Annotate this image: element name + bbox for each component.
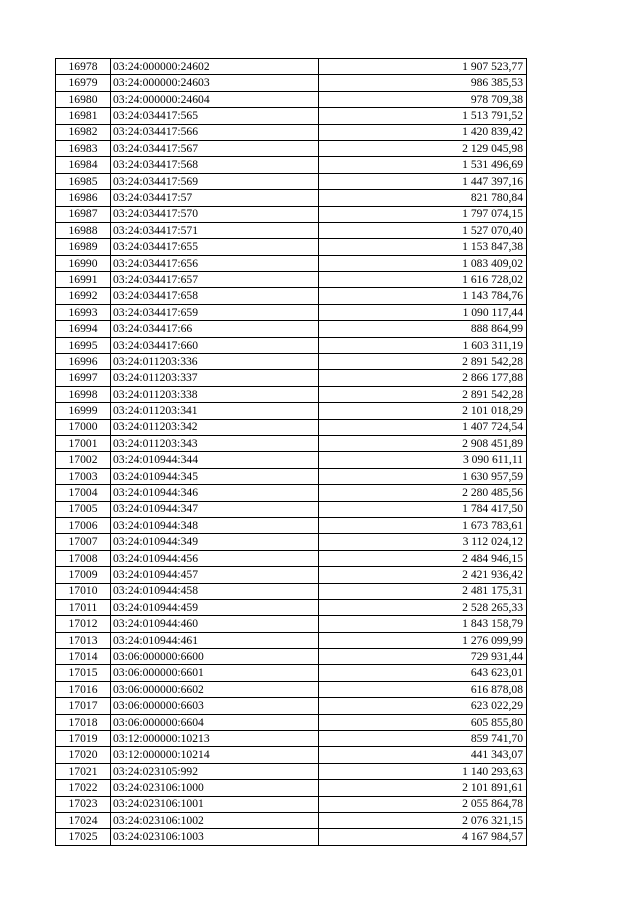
cadastral-number-cell: 03:24:034417:566: [111, 124, 319, 140]
value-cell: 1 784 417,50: [319, 501, 527, 517]
value-cell: 1 140 293,63: [319, 763, 527, 779]
value-cell: 2 528 265,33: [319, 599, 527, 615]
cadastral-number-cell: 03:24:010944:347: [111, 501, 319, 517]
value-cell: 2 484 946,15: [319, 550, 527, 566]
table-body: [56, 59, 527, 846]
table-row: [56, 599, 527, 615]
table-row: [56, 731, 527, 747]
row-number-cell: 17021: [56, 763, 111, 779]
table-row: [56, 747, 527, 763]
cadastral-number-cell: 03:24:000000:24604: [111, 91, 319, 107]
cadastral-number-cell: 03:24:034417:57: [111, 190, 319, 206]
cadastral-number-cell: 03:24:034417:660: [111, 337, 319, 353]
row-number-cell: 16989: [56, 239, 111, 255]
value-cell: 1 797 074,15: [319, 206, 527, 222]
value-cell: 1 531 496,69: [319, 157, 527, 173]
cadastral-number-cell: 03:24:010944:459: [111, 599, 319, 615]
row-number-cell: 17013: [56, 632, 111, 648]
table-row: [56, 665, 527, 681]
row-number-cell: 17015: [56, 665, 111, 681]
row-number-cell: 16984: [56, 157, 111, 173]
value-cell: 2 076 321,15: [319, 812, 527, 828]
value-cell: 1 616 728,02: [319, 272, 527, 288]
cadastral-number-cell: 03:12:000000:10214: [111, 747, 319, 763]
cadastral-number-cell: 03:24:034417:569: [111, 173, 319, 189]
value-cell: 2 908 451,89: [319, 435, 527, 451]
cadastral-number-cell: 03:24:011203:337: [111, 370, 319, 386]
cadastral-number-cell: 03:06:000000:6602: [111, 681, 319, 697]
row-number-cell: 16982: [56, 124, 111, 140]
table-row: [56, 435, 527, 451]
value-cell: 1 276 099,99: [319, 632, 527, 648]
cadastral-number-cell: 03:24:010944:456: [111, 550, 319, 566]
cadastral-number-cell: 03:24:010944:344: [111, 452, 319, 468]
table-row: [56, 304, 527, 320]
table-row: [56, 501, 527, 517]
cadastral-number-cell: 03:06:000000:6601: [111, 665, 319, 681]
value-cell: 616 878,08: [319, 681, 527, 697]
cadastral-number-cell: 03:24:034417:659: [111, 304, 319, 320]
cadastral-value-table: [55, 58, 527, 846]
row-number-cell: 17014: [56, 649, 111, 665]
row-number-cell: 17002: [56, 452, 111, 468]
value-cell: 1 083 409,02: [319, 255, 527, 271]
value-cell: 1 143 784,76: [319, 288, 527, 304]
cadastral-number-cell: 03:06:000000:6600: [111, 649, 319, 665]
value-cell: 441 343,07: [319, 747, 527, 763]
row-number-cell: 17008: [56, 550, 111, 566]
table-row: [56, 75, 527, 91]
cadastral-number-cell: 03:24:010944:345: [111, 468, 319, 484]
table-row: [56, 108, 527, 124]
table-row: [56, 780, 527, 796]
row-number-cell: 17010: [56, 583, 111, 599]
table-row: [56, 419, 527, 435]
value-cell: 821 780,84: [319, 190, 527, 206]
cadastral-number-cell: 03:06:000000:6603: [111, 698, 319, 714]
value-cell: 1 153 847,38: [319, 239, 527, 255]
table-row: [56, 632, 527, 648]
row-number-cell: 16987: [56, 206, 111, 222]
cadastral-number-cell: 03:12:000000:10213: [111, 731, 319, 747]
table-row: [56, 59, 527, 75]
value-cell: 888 864,99: [319, 321, 527, 337]
row-number-cell: 16986: [56, 190, 111, 206]
row-number-cell: 17025: [56, 829, 111, 845]
row-number-cell: 16994: [56, 321, 111, 337]
table-row: [56, 173, 527, 189]
value-cell: 1 843 158,79: [319, 616, 527, 632]
table-row: [56, 452, 527, 468]
table-row: [56, 649, 527, 665]
row-number-cell: 17004: [56, 485, 111, 501]
row-number-cell: 16998: [56, 386, 111, 402]
row-number-cell: 17012: [56, 616, 111, 632]
table-row: [56, 239, 527, 255]
cadastral-number-cell: 03:24:011203:343: [111, 435, 319, 451]
value-cell: 859 741,70: [319, 731, 527, 747]
cadastral-number-cell: 03:24:034417:66: [111, 321, 319, 337]
row-number-cell: 17000: [56, 419, 111, 435]
value-cell: 3 112 024,12: [319, 534, 527, 550]
cadastral-number-cell: 03:24:010944:346: [111, 485, 319, 501]
row-number-cell: 17023: [56, 796, 111, 812]
table-row: [56, 812, 527, 828]
row-number-cell: 17001: [56, 435, 111, 451]
row-number-cell: 16981: [56, 108, 111, 124]
row-number-cell: 17022: [56, 780, 111, 796]
row-number-cell: 16988: [56, 222, 111, 238]
value-cell: 1 407 724,54: [319, 419, 527, 435]
row-number-cell: 16995: [56, 337, 111, 353]
table-row: [56, 796, 527, 812]
cadastral-number-cell: 03:24:000000:24603: [111, 75, 319, 91]
cadastral-number-cell: 03:24:010944:348: [111, 517, 319, 533]
cadastral-number-cell: 03:24:011203:342: [111, 419, 319, 435]
table-row: [56, 763, 527, 779]
table-row: [56, 698, 527, 714]
value-cell: 2 101 891,61: [319, 780, 527, 796]
cadastral-number-cell: 03:24:034417:571: [111, 222, 319, 238]
value-cell: 2 101 018,29: [319, 403, 527, 419]
value-cell: 1 907 523,77: [319, 59, 527, 75]
row-number-cell: 17006: [56, 517, 111, 533]
cadastral-number-cell: 03:24:000000:24602: [111, 59, 319, 75]
value-cell: 623 022,29: [319, 698, 527, 714]
cadastral-number-cell: 03:24:010944:349: [111, 534, 319, 550]
row-number-cell: 17019: [56, 731, 111, 747]
row-number-cell: 16990: [56, 255, 111, 271]
row-number-cell: 16985: [56, 173, 111, 189]
cadastral-number-cell: 03:24:011203:341: [111, 403, 319, 419]
table-row: [56, 485, 527, 501]
value-cell: 643 623,01: [319, 665, 527, 681]
row-number-cell: 16996: [56, 354, 111, 370]
table-row: [56, 468, 527, 484]
cadastral-number-cell: 03:24:034417:570: [111, 206, 319, 222]
value-cell: 986 385,53: [319, 75, 527, 91]
cadastral-number-cell: 03:24:034417:655: [111, 239, 319, 255]
row-number-cell: 16980: [56, 91, 111, 107]
cadastral-number-cell: 03:24:034417:656: [111, 255, 319, 271]
row-number-cell: 16997: [56, 370, 111, 386]
table-row: [56, 124, 527, 140]
value-cell: 2 129 045,98: [319, 140, 527, 156]
row-number-cell: 16993: [56, 304, 111, 320]
row-number-cell: 16999: [56, 403, 111, 419]
value-cell: 1 527 070,40: [319, 222, 527, 238]
row-number-cell: 16992: [56, 288, 111, 304]
table-row: [56, 190, 527, 206]
cadastral-number-cell: 03:24:010944:458: [111, 583, 319, 599]
value-cell: 1 090 117,44: [319, 304, 527, 320]
table-row: [56, 206, 527, 222]
cadastral-number-cell: 03:24:011203:338: [111, 386, 319, 402]
table-row: [56, 616, 527, 632]
table-row: [56, 288, 527, 304]
table-row: [56, 157, 527, 173]
cadastral-number-cell: 03:24:010944:460: [111, 616, 319, 632]
row-number-cell: 17005: [56, 501, 111, 517]
row-number-cell: 16979: [56, 75, 111, 91]
row-number-cell: 17009: [56, 567, 111, 583]
row-number-cell: 16978: [56, 59, 111, 75]
value-cell: 1 630 957,59: [319, 468, 527, 484]
table-row: [56, 829, 527, 845]
cadastral-number-cell: 03:24:023106:1000: [111, 780, 319, 796]
value-cell: 978 709,38: [319, 91, 527, 107]
cadastral-number-cell: 03:24:034417:567: [111, 140, 319, 156]
value-cell: 3 090 611,11: [319, 452, 527, 468]
row-number-cell: 17024: [56, 812, 111, 828]
table-row: [56, 321, 527, 337]
row-number-cell: 17016: [56, 681, 111, 697]
value-cell: 1 673 783,61: [319, 517, 527, 533]
value-cell: 2 280 485,56: [319, 485, 527, 501]
cadastral-number-cell: 03:06:000000:6604: [111, 714, 319, 730]
value-cell: 2 055 864,78: [319, 796, 527, 812]
value-cell: 4 167 984,57: [319, 829, 527, 845]
table-row: [56, 386, 527, 402]
cadastral-number-cell: 03:24:023106:1002: [111, 812, 319, 828]
value-cell: 1 447 397,16: [319, 173, 527, 189]
cadastral-number-cell: 03:24:034417:568: [111, 157, 319, 173]
table-row: [56, 517, 527, 533]
row-number-cell: 17003: [56, 468, 111, 484]
table-row: [56, 255, 527, 271]
row-number-cell: 17020: [56, 747, 111, 763]
table-row: [56, 337, 527, 353]
value-cell: 605 855,80: [319, 714, 527, 730]
table-row: [56, 272, 527, 288]
value-cell: 1 420 839,42: [319, 124, 527, 140]
value-cell: 729 931,44: [319, 649, 527, 665]
cadastral-number-cell: 03:24:010944:457: [111, 567, 319, 583]
value-cell: 1 603 311,19: [319, 337, 527, 353]
table-row: [56, 140, 527, 156]
cadastral-number-cell: 03:24:010944:461: [111, 632, 319, 648]
cadastral-number-cell: 03:24:023106:1003: [111, 829, 319, 845]
value-cell: 2 421 936,42: [319, 567, 527, 583]
row-number-cell: 16983: [56, 140, 111, 156]
table-row: [56, 370, 527, 386]
table-row: [56, 534, 527, 550]
cadastral-number-cell: 03:24:034417:565: [111, 108, 319, 124]
row-number-cell: 17017: [56, 698, 111, 714]
table-row: [56, 550, 527, 566]
table-row: [56, 714, 527, 730]
table-row: [56, 91, 527, 107]
value-cell: 2 891 542,28: [319, 386, 527, 402]
table-row: [56, 681, 527, 697]
table-row: [56, 583, 527, 599]
table-row: [56, 567, 527, 583]
table-row: [56, 222, 527, 238]
row-number-cell: 17018: [56, 714, 111, 730]
value-cell: 1 513 791,52: [319, 108, 527, 124]
table-row: [56, 354, 527, 370]
row-number-cell: 16991: [56, 272, 111, 288]
value-cell: 2 891 542,28: [319, 354, 527, 370]
table-row: [56, 403, 527, 419]
cadastral-number-cell: 03:24:023105:992: [111, 763, 319, 779]
cadastral-number-cell: 03:24:023106:1001: [111, 796, 319, 812]
value-cell: 2 481 175,31: [319, 583, 527, 599]
cadastral-number-cell: 03:24:034417:657: [111, 272, 319, 288]
cadastral-number-cell: 03:24:011203:336: [111, 354, 319, 370]
value-cell: 2 866 177,88: [319, 370, 527, 386]
row-number-cell: 17011: [56, 599, 111, 615]
row-number-cell: 17007: [56, 534, 111, 550]
cadastral-number-cell: 03:24:034417:658: [111, 288, 319, 304]
